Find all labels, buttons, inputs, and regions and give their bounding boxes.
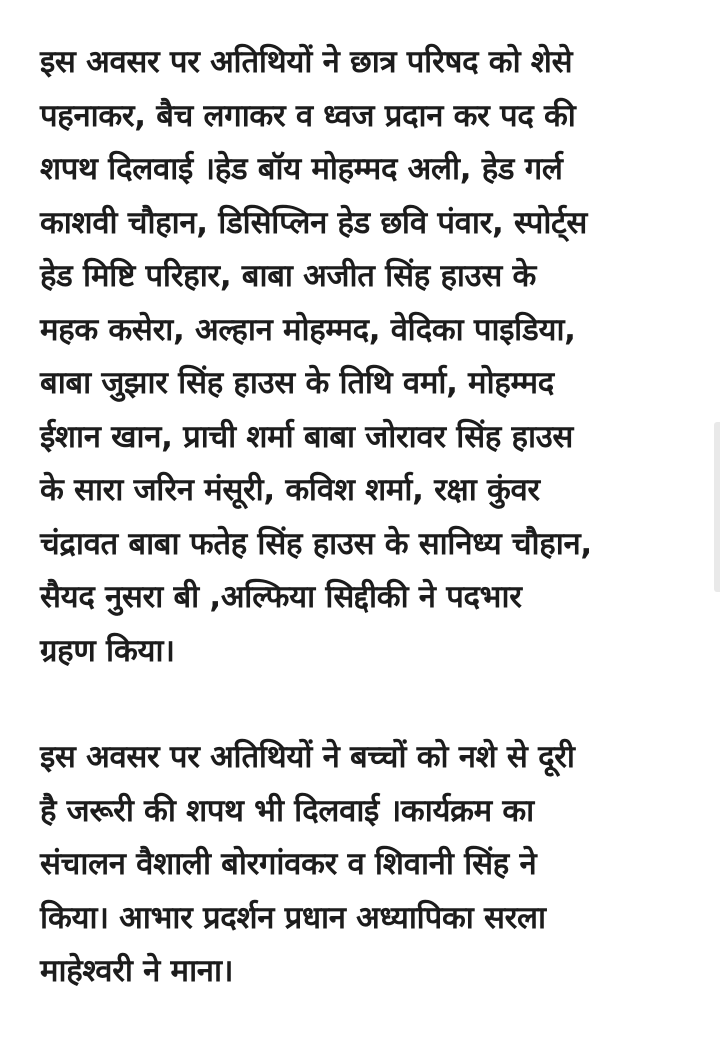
text-line: काशवी चौहान, डिसिप्लिन हेड छवि पंवार, स्पोर्ट्स [40, 204, 588, 241]
paragraph-anti-drug-oath [40, 731, 690, 999]
text-line: हेड मिष्टि परिहार, बाबा अजीत सिंह हाउस के [40, 258, 536, 294]
article-body [40, 36, 690, 999]
text-line: बाबा जुझार सिंह हाउस के तिथि वर्मा, मोहम्मद [40, 365, 554, 401]
paragraph-oath-ceremony [40, 36, 690, 678]
text-line: संचालन वैशाली बोरगांवकर व शिवानी सिंह ने [40, 846, 537, 882]
text-line: किया। आभार प्रदर्शन प्रधान अध्यापिका सरला [40, 899, 546, 936]
text-line: के सारा जरिन मंसूरी, कविश शर्मा, रक्षा कुंवर [40, 472, 540, 508]
text-line: इस अवसर पर अतिथियों ने छात्र परिषद को शेसे [40, 44, 573, 80]
text-line: पहनाकर, बैच लगाकर व ध्वज प्रदान कर पद की [40, 97, 576, 134]
text-line: माहेश्वरी ने माना। [40, 953, 234, 989]
text-line: चंद्रावत बाबा फतेह सिंह हाउस के सानिध्य चौहान, [40, 525, 592, 562]
text-line: है जरूरी की शपथ भी दिलवाई ।कार्यक्रम का [40, 792, 534, 829]
text-line: महक कसेरा, अल्हान मोहम्मद, वेदिका पाइडिया, [40, 311, 576, 348]
text-line: सैयद नुसरा बी ,अल्फिया सिद्दीकी ने पदभार [40, 579, 522, 615]
text-line: इस अवसर पर अतिथियों ने बच्चों को नशे से दूरी [40, 739, 575, 775]
text-line: शपथ दिलवाई ।हेड बॉय मोहम्मद अली, हेड गर्ल [40, 151, 563, 187]
scrollbar-thumb[interactable] [714, 422, 720, 592]
text-line: ग्रहण किया। [40, 632, 175, 669]
text-line: ईशान खान, प्राची शर्मा बाबा जोरावर सिंह हाउस [40, 418, 574, 455]
